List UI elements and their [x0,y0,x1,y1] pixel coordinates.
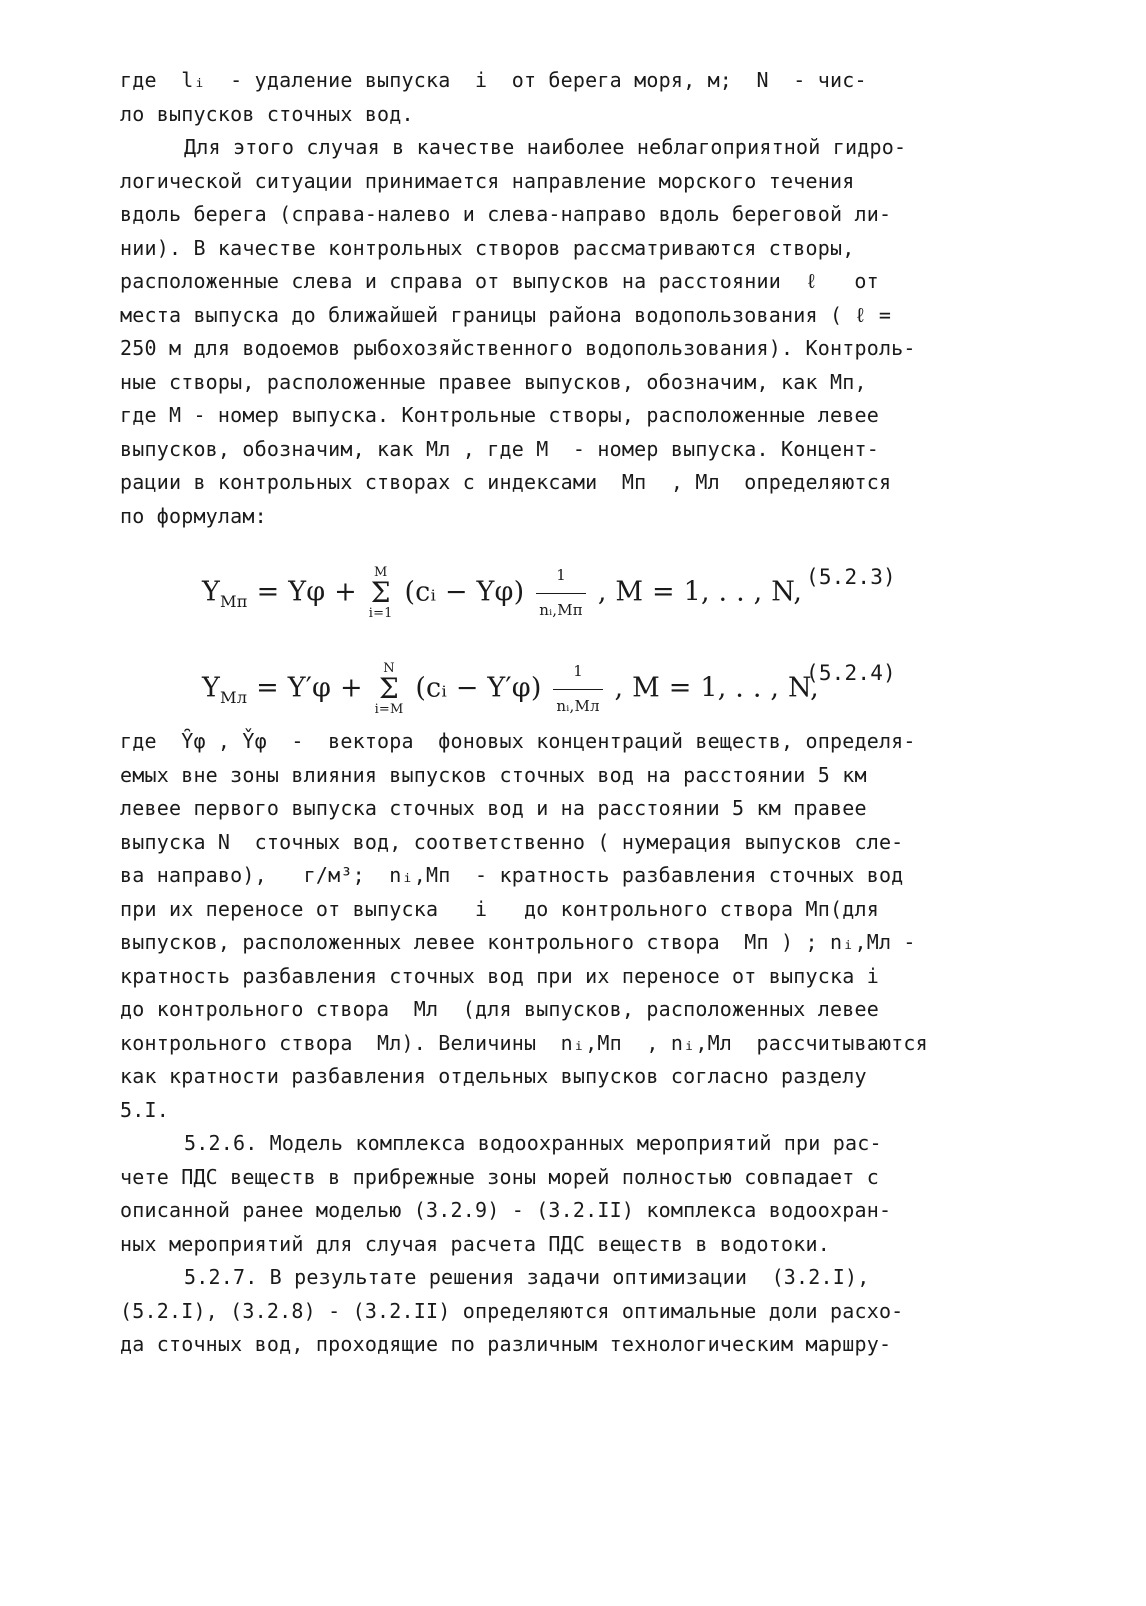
formula-5-2-3 [120,533,965,629]
formula-lhs-subscript: Mп [220,591,248,611]
text-line: при их переносе от выпуска i до контрольного створа Mп(для [120,896,879,921]
fraction [553,655,602,723]
formula-term: (cᵢ − Y′φ) [415,672,542,704]
paragraph-first-line: 5.2.7. В результате решения задачи оптимизации (3.2.I), [184,1265,870,1289]
formula-range: , M = 1, . . , N, [614,672,819,704]
text-line: где Y̑φ , Y̌φ - вектора фоновых концентраций веществ, определя- [120,729,916,753]
text-line: места выпуска до ближайшей границы района водопользования ( ℓ = [120,302,892,327]
fraction-denominator: nᵢ,Mл [556,696,600,715]
text-line: где M - номер выпуска. Контрольные створы, расположенные левее [120,403,879,427]
text-line: как кратности разбавления отдельных выпусков согласно разделу [120,1064,867,1088]
formula-rhs: = Yφ + [256,576,357,608]
text-line: емых вне зоны влияния выпусков сточных вод на расстоянии 5 км [120,762,867,787]
formula-lhs: Y [202,672,221,704]
fraction-numerator: 1 [536,559,586,594]
text-line: рации в контрольных створах с индексами Mп , Mл определяются [120,470,892,494]
fraction-denominator: nᵢ,Mп [539,600,584,619]
text-line: до контрольного створа Mл (для выпусков, расположенных левее [120,997,879,1021]
text-line: расположенные слева и справа от выпусков на расстоянии ℓ от [120,269,879,293]
text-line: по формулам: [120,503,267,528]
text-line: выпусков, обозначим, как Mл , где M - номер выпуска. Концент- [120,436,879,461]
sum-upper-limit: N [383,661,395,676]
formula-rhs: = Y′φ + [256,672,363,704]
fraction [536,559,586,627]
sum-upper-limit: M [373,565,388,580]
text-line: да сточных вод, проходящие по различным технологическим маршру- [120,1332,892,1356]
summation-sign: M Σ i=1 [368,565,393,621]
formula-term: (cᵢ − Yφ) [404,576,525,608]
formula-expression [202,559,802,627]
text-line: нии). В качестве контрольных створов рассматриваются створы, [120,235,855,260]
text-line: где lᵢ - удаление выпуска i от берега моря, м; N - чис- [120,68,867,92]
text-line: левее первого выпуска сточных вод и на расстоянии 5 км правее [120,796,867,820]
text-line: вдоль берега (справа-налево и слева-направо вдоль береговой ли- [120,202,892,226]
text-line: ло выпусков сточных вод. [120,101,414,126]
formula-range: , M = 1, . . , N, [597,576,803,608]
formula-lhs: Y [202,576,221,608]
text-line: описанной ранее моделью (3.2.9) - (3.2.II) комплекса водоохран- [120,1198,892,1222]
text-line: 5.I. [120,1097,169,1122]
fraction-numerator: 1 [553,655,602,690]
text-line: ва направо), г/м³; nᵢ,Mп - кратность разбавления сточных вод [120,863,904,887]
text-line: кратность разбавления сточных вод при их переносе от выпуска i [120,963,879,988]
text-line: контрольного створа Mл). Величины nᵢ,Mп , nᵢ,Mл рассчитываются [120,1030,928,1055]
text-line: выпуска N сточных вод, соответственно ( нумерация выпусков сле- [120,829,904,854]
text-line: 250 м для водоемов рыбохозяйственного водопользования). Контроль- [120,336,916,360]
text-line: (5.2.I), (3.2.8) - (3.2.II) определяются оптимальные доли расхо- [120,1298,904,1323]
equation-number: (5.2.3) [806,565,896,589]
text-line: ных мероприятий для случая расчета ПДС веществ в водотоки. [120,1231,830,1256]
document-body [120,64,965,1362]
text-line: выпусков, расположенных левее контрольного створа Mп ) ; nᵢ,Mл - [120,930,916,954]
sum-lower-limit: i=1 [368,606,393,621]
paragraph-first-line: Для этого случая в качестве наиболее неблагоприятной гидро- [184,135,907,159]
paragraph-first-line: 5.2.6. Модель комплекса водоохранных мероприятий при рас- [184,1131,882,1155]
text-line: логической ситуации принимается направление морского течения [120,168,855,193]
equation-number: (5.2.4) [806,661,896,685]
formula-lhs-subscript: Mл [220,687,248,707]
summation-sign: N Σ i=M [374,661,404,717]
sum-lower-limit: i=M [374,702,404,717]
text-line: чете ПДС веществ в прибрежные зоны морей полностью совпадает с [120,1164,879,1189]
formula-5-2-4 [120,629,965,725]
formula-expression [202,655,819,723]
text-line: ные створы, расположенные правее выпусков, обозначим, как Mп, [120,369,867,394]
